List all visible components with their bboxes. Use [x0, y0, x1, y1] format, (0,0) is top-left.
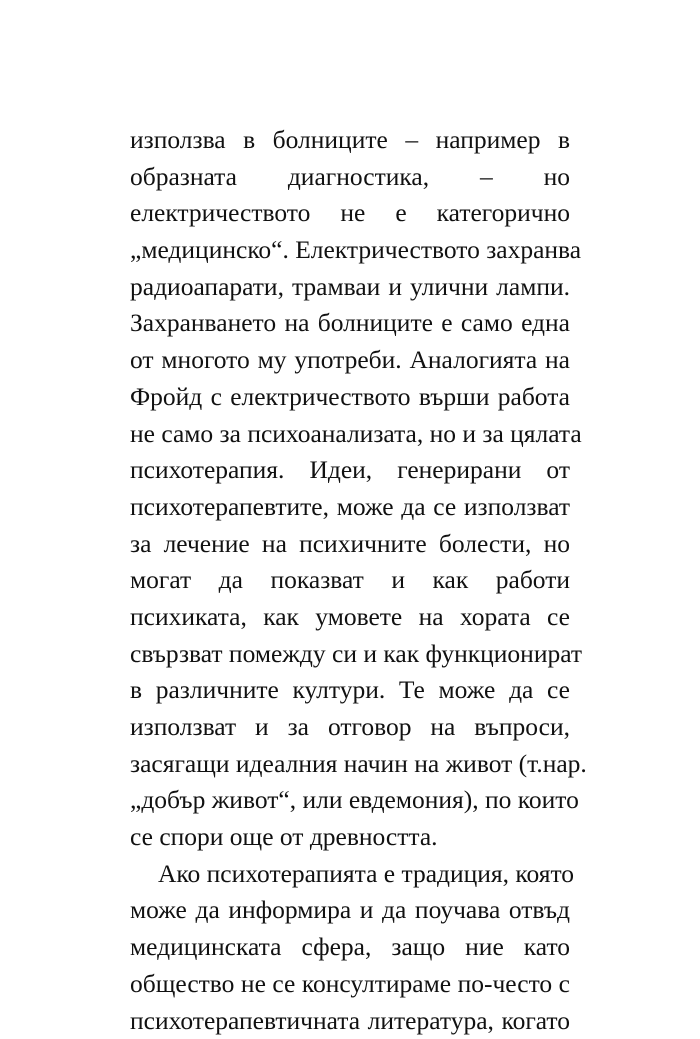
text-line: за лечение на психичните болести, но: [130, 526, 570, 563]
text-line: могат да показват и как работи: [130, 562, 570, 599]
text-line: от многото му употреби. Аналогията на: [130, 342, 570, 379]
text-line: в различните култури. Те може да се: [130, 672, 570, 709]
text-line: свързват помежду си и как функционират: [130, 636, 570, 673]
text-line: не само за психоанализата, но и за цялата: [130, 416, 570, 453]
text-line: се спори още от древността.: [130, 819, 570, 856]
text-line: медицинската сфера, защо ние като: [130, 929, 570, 966]
text-line: „медицинско“. Електричеството захранва: [130, 232, 570, 269]
text-line: електричеството не е категорично: [130, 195, 570, 232]
text-line: Фройд с електричеството върши работа: [130, 379, 570, 416]
text-line: психотерапевтичната литература, когато: [130, 1003, 570, 1039]
text-line: общество не се консултираме по-често с: [130, 966, 570, 1003]
text-line: психиката, как умовете на хората се: [130, 599, 570, 636]
paragraph-2: [130, 856, 570, 1039]
text-line: може да информира и да поучава отвъд: [130, 892, 570, 929]
paragraph-1: [130, 122, 570, 856]
text-line: Ако психотерапията е традиция, която: [130, 856, 570, 893]
body-text: [130, 122, 570, 1039]
text-line: образната диагностика, – но: [130, 159, 570, 196]
text-line: радиоапарати, трамваи и улични лампи.: [130, 269, 570, 306]
text-line: психотерапевтите, може да се използват: [130, 489, 570, 526]
text-line: използва в болниците – например в: [130, 122, 570, 159]
text-line: „добър живот“, или евдемония), по които: [130, 782, 570, 819]
text-line: Захранването на болниците е само една: [130, 305, 570, 342]
text-line: използват и за отговор на въпроси,: [130, 709, 570, 746]
text-line: психотерапия. Идеи, генерирани от: [130, 452, 570, 489]
text-line: засягащи идеалния начин на живот (т.нар.: [130, 746, 570, 783]
